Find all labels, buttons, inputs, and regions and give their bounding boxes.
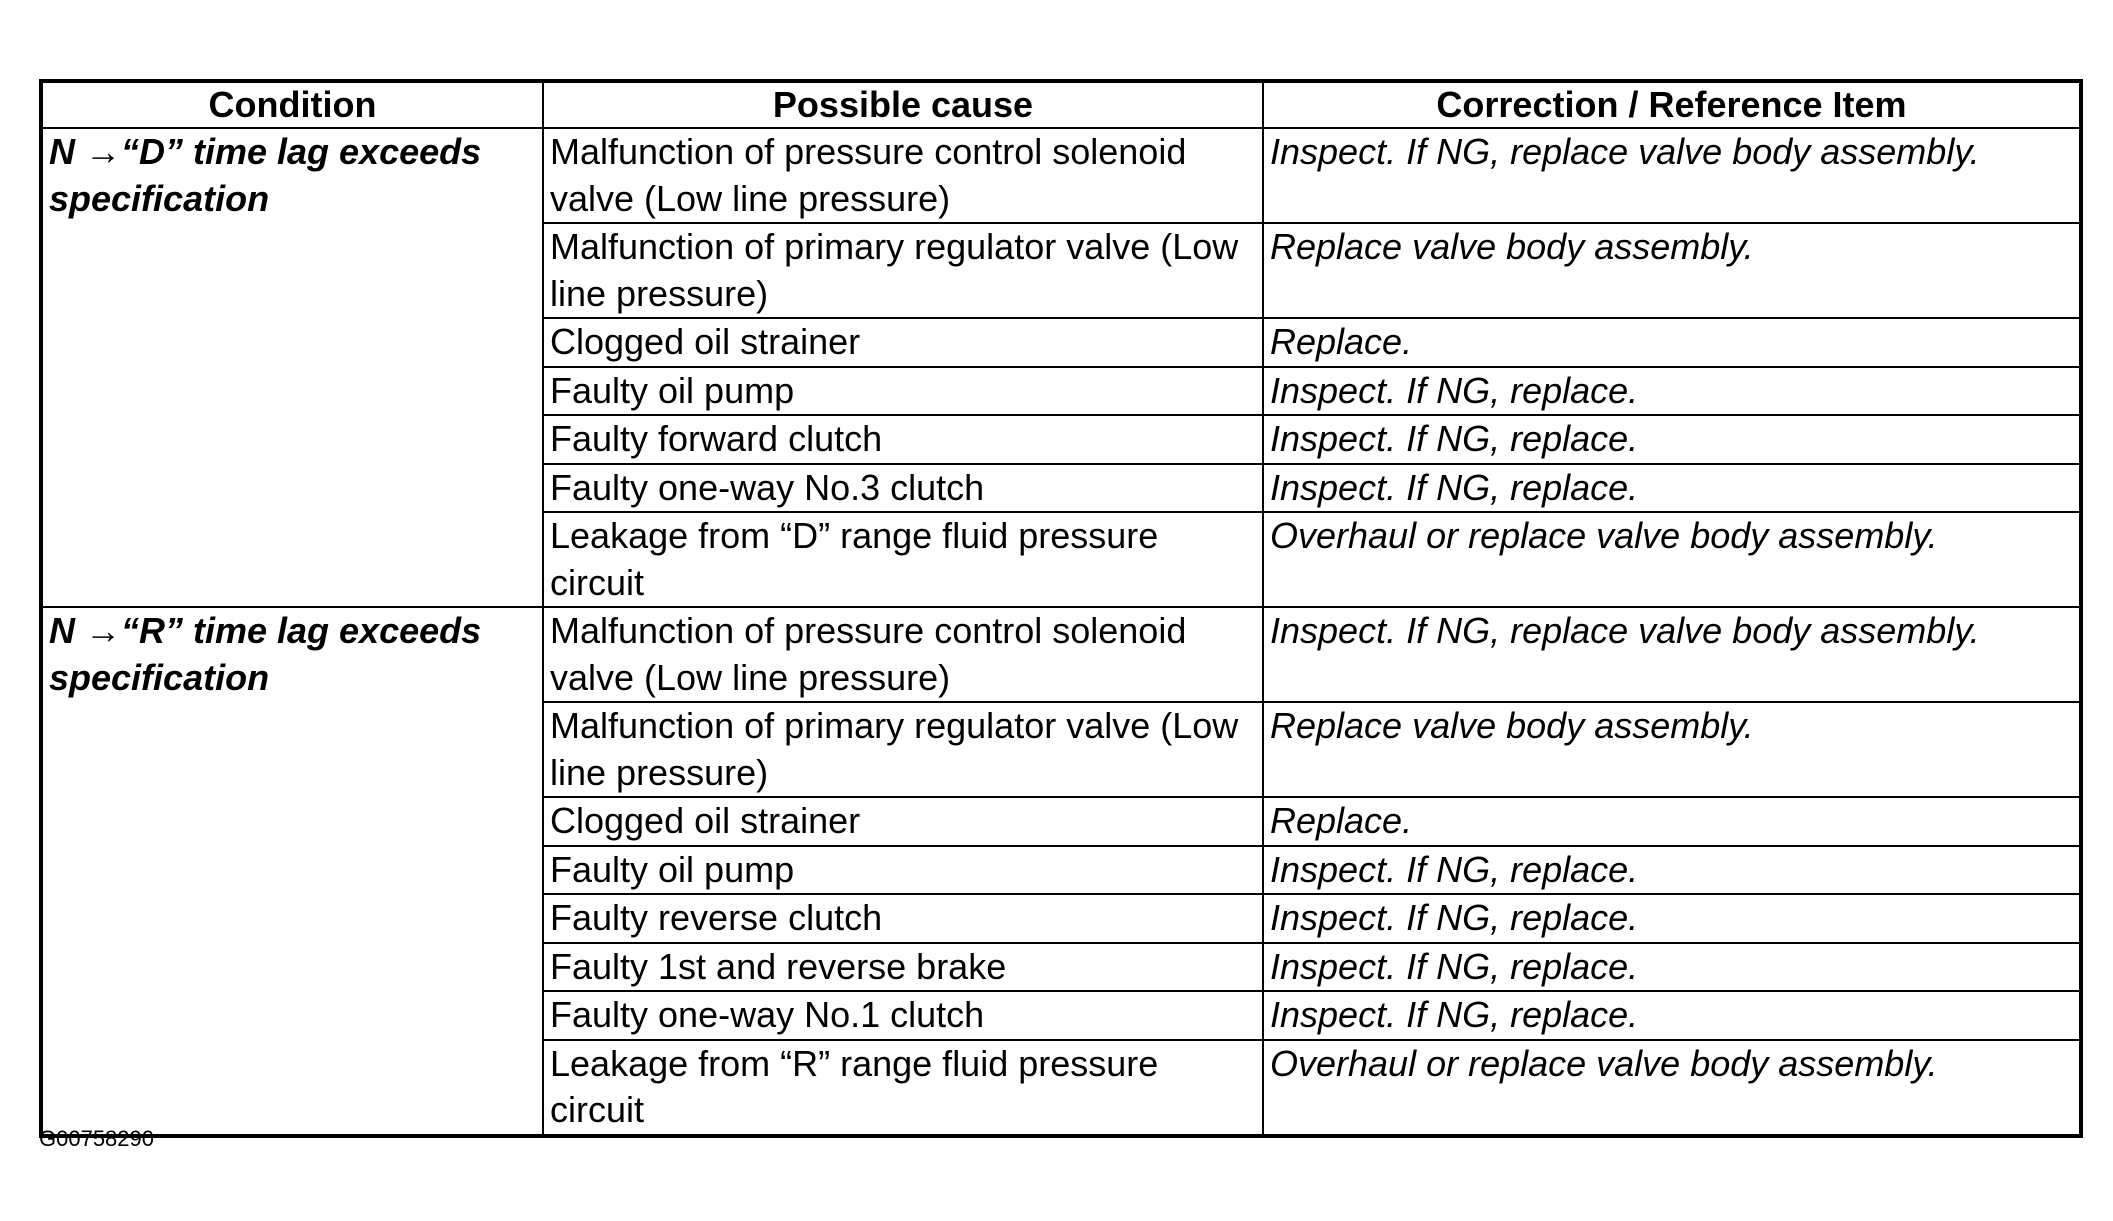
cause-cell: Malfunction of pressure control solenoid valve (Low line pressure): [543, 128, 1263, 223]
header-condition: Condition: [41, 81, 543, 128]
cause-cell: Clogged oil strainer: [543, 318, 1263, 367]
cause-cell: Faulty forward clutch: [543, 415, 1263, 464]
correction-cell: Replace valve body assembly.: [1263, 702, 2081, 797]
condition-cell: N →“R” time lag exceeds specification: [41, 607, 543, 1136]
table-row: [41, 128, 2081, 223]
correction-cell: Replace.: [1263, 318, 2081, 367]
cause-cell: Faulty one-way No.3 clutch: [543, 464, 1263, 513]
diagnosis-table: [39, 79, 2083, 1138]
cause-cell: Malfunction of primary regulator valve (Low line pressure): [543, 702, 1263, 797]
cause-cell: Faulty oil pump: [543, 846, 1263, 895]
figure-id: G00758290: [39, 1126, 154, 1151]
correction-cell: Inspect. If NG, replace.: [1263, 846, 2081, 895]
correction-cell: Overhaul or replace valve body assembly.: [1263, 512, 2081, 607]
cause-cell: Clogged oil strainer: [543, 797, 1263, 846]
cause-cell: Faulty oil pump: [543, 367, 1263, 416]
cause-cell: Leakage from “R” range fluid pressure circuit: [543, 1040, 1263, 1136]
condition-cell: N →“D” time lag exceeds specification: [41, 128, 543, 607]
header-possible-cause: Possible cause: [543, 81, 1263, 128]
correction-cell: Inspect. If NG, replace.: [1263, 415, 2081, 464]
correction-cell: Inspect. If NG, replace.: [1263, 991, 2081, 1040]
correction-cell: Inspect. If NG, replace valve body assembly.: [1263, 607, 2081, 702]
header-correction: Correction / Reference Item: [1263, 81, 2081, 128]
correction-cell: Inspect. If NG, replace.: [1263, 464, 2081, 513]
correction-cell: Inspect. If NG, replace.: [1263, 367, 2081, 416]
correction-cell: Inspect. If NG, replace.: [1263, 943, 2081, 992]
correction-cell: Inspect. If NG, replace valve body assembly.: [1263, 128, 2081, 223]
correction-cell: Overhaul or replace valve body assembly.: [1263, 1040, 2081, 1136]
table-row: [41, 607, 2081, 702]
cause-cell: Faulty one-way No.1 clutch: [543, 991, 1263, 1040]
cause-cell: Malfunction of pressure control solenoid valve (Low line pressure): [543, 607, 1263, 702]
cause-cell: Leakage from “D” range fluid pressure circuit: [543, 512, 1263, 607]
header-row: [41, 81, 2081, 128]
correction-cell: Replace.: [1263, 797, 2081, 846]
cause-cell: Faulty reverse clutch: [543, 894, 1263, 943]
cause-cell: Malfunction of primary regulator valve (Low line pressure): [543, 223, 1263, 318]
cause-cell: Faulty 1st and reverse brake: [543, 943, 1263, 992]
correction-cell: Inspect. If NG, replace.: [1263, 894, 2081, 943]
correction-cell: Replace valve body assembly.: [1263, 223, 2081, 318]
